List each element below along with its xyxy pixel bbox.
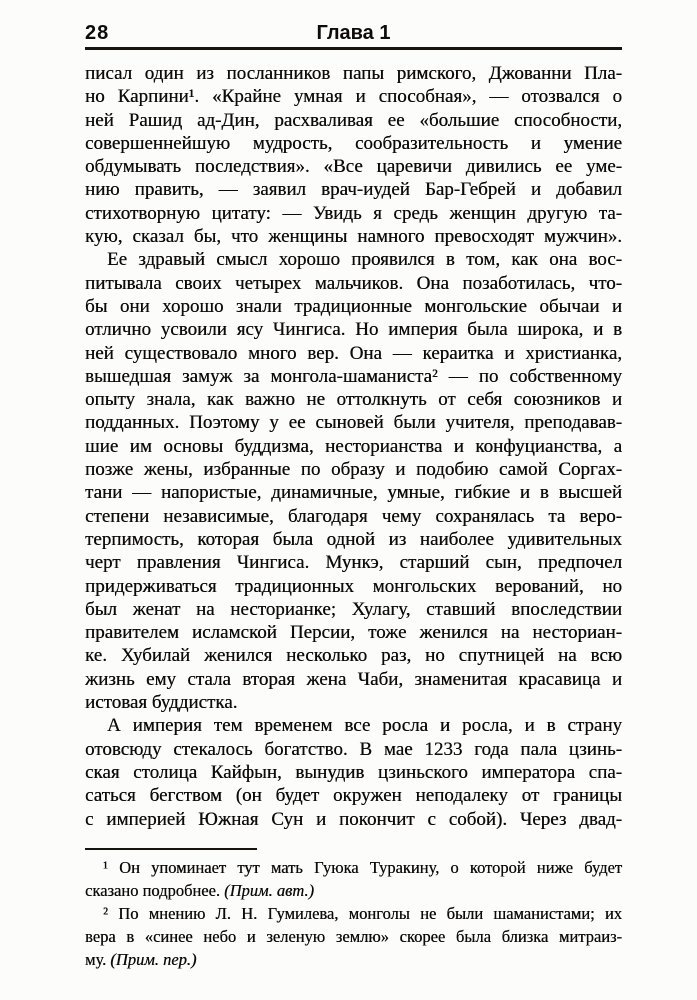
text-line: [85, 598, 622, 621]
text-line: [85, 365, 622, 388]
text-segment: сказано подробнее.: [85, 881, 225, 900]
text-segment: ¹ Он упоминает тут мать Гуюка Туракину, о которой ниже будет: [103, 858, 622, 877]
text-segment: позже жены, избранные по образу и подобию самой Соргах-: [85, 459, 622, 481]
text-line: [85, 225, 622, 248]
note-attribution-label: (Прим. пер.): [110, 950, 197, 969]
text-segment: нию править, — заявил врач-иудей Бар-Гебрей и добавил: [85, 179, 622, 201]
text-segment: ке. Хубилай женился несколько раз, но спутницей на всю: [85, 645, 622, 667]
text-line: [85, 458, 622, 481]
text-line: [85, 575, 622, 598]
text-line: [85, 925, 622, 948]
text-line: [85, 738, 622, 761]
text-segment: ская столица Кайфын, вынудив цзиньского императора спа-: [85, 761, 622, 783]
text-line: [85, 411, 622, 434]
text-segment: отовсюду стекалось богатство. В мае 1233 года пала цзинь-: [85, 738, 622, 760]
text-line: [85, 481, 622, 504]
text-segment: придерживаться традиционных монгольских верований, но: [85, 575, 622, 597]
text-segment: степени независимые, благодаря чему сохранялась та веро-: [85, 505, 622, 527]
text-segment: кую, сказал бы, что женщины намного превосходят мужчин».: [85, 226, 622, 248]
text-line: [85, 761, 622, 784]
text-line: [85, 62, 622, 85]
text-segment: ней Рашид ад-Дин, расхваливая ее «большие способности,: [85, 109, 622, 131]
text-line: [85, 528, 622, 551]
text-segment: отлично усвоили ясу Чингиса. Но империя была широка, и в: [85, 319, 622, 341]
text-segment: подданных. Поэтому у ее сыновей были учителя, преподавав-: [85, 412, 622, 434]
text-segment: жизнь ему стала вторая жена Чаби, знаменитая красавица и: [85, 668, 622, 690]
text-line: [85, 85, 622, 108]
text-line: [85, 948, 622, 971]
page-header: [85, 21, 622, 47]
footnote-separator: [85, 848, 257, 850]
text-line: [85, 621, 622, 644]
text-line: [85, 902, 622, 925]
text-line: [85, 109, 622, 132]
text-line: [85, 668, 622, 691]
chapter-title: Глава 1: [316, 22, 391, 44]
text-line: [85, 342, 622, 365]
text-segment: А империя тем временем все росла и росла, и в страну: [107, 715, 622, 737]
header-rule: [85, 47, 622, 50]
text-segment: черт правления Чингиса. Мункэ, старший сын, предпочел: [85, 552, 622, 574]
text-segment: обдумывать последствия». «Все царевичи дивились ее уме-: [85, 156, 622, 178]
text-line: [85, 388, 622, 411]
text-line: [85, 318, 622, 341]
text-segment: бы они хорошо знали традиционные монгольские обычаи и: [85, 295, 622, 317]
text-line: [85, 879, 622, 902]
text-segment: вышедшая замуж за монгола-шаманиста² — по собственному: [85, 365, 622, 387]
text-line: [85, 435, 622, 458]
text-line: [85, 505, 622, 528]
paragraph: [85, 62, 622, 248]
footnotes-section: [85, 848, 622, 971]
body-text: [85, 62, 622, 831]
text-line: [85, 551, 622, 574]
footnote: [85, 902, 622, 971]
text-line: [85, 295, 622, 318]
text-line: [85, 856, 622, 879]
text-segment: писал один из посланников папы римского, Джованни Пла-: [85, 63, 622, 84]
text-segment: ней существовало много вер. Она — кераитка и христианка,: [85, 342, 622, 364]
text-segment: но Карпини¹. «Крайне умная и способная», — отозвался о: [85, 86, 622, 108]
text-segment: опыту знала, как важно не оттолкнуть от себя союзников и: [85, 389, 622, 411]
text-line: [85, 714, 622, 737]
text-segment: питывала своих четырех мальчиков. Она позаботилась, что-: [85, 272, 622, 294]
text-segment: правителем исламской Персии, тоже женился на несториан-: [85, 622, 622, 644]
text-line: [85, 808, 622, 831]
footnote: [85, 856, 622, 902]
text-segment: тани — напористые, динамичные, умные, гибкие и в высшей: [85, 482, 622, 504]
text-segment: шие им основы буддизма, несторианства и конфуцианства, а: [85, 435, 622, 457]
text-line: [85, 272, 622, 295]
text-segment: ² По мнению Л. Н. Гумилева, монголы не были шаманистами; их: [103, 904, 622, 923]
text-segment: истовая буддистка.: [85, 692, 238, 714]
text-segment: совершеннейшую мудрость, сообразительность и умение: [85, 132, 622, 154]
text-segment: Ее здравый смысл хорошо проявился в том, как она вос-: [107, 249, 622, 271]
paragraph: [85, 714, 622, 830]
text-segment: саться бегством (он будет окружен неподалеку от границы: [85, 785, 622, 807]
note-attribution-label: (Прим. авт.): [224, 881, 314, 900]
footnote-text: [85, 856, 622, 971]
text-line: [85, 132, 622, 155]
text-line: [85, 178, 622, 201]
text-line: [85, 248, 622, 271]
text-line: [85, 155, 622, 178]
text-line: [85, 691, 622, 714]
text-line: [85, 202, 622, 225]
text-segment: терпимость, которая была одной из наиболее удивительных: [85, 528, 622, 550]
paragraph: [85, 248, 622, 714]
text-segment: вера в «синее небо и зеленую землю» скорее была близка митраиз-: [85, 927, 622, 946]
text-line: [85, 644, 622, 667]
text-segment: был женат на несторианке; Хулагу, ставший впоследствии: [85, 598, 622, 620]
text-line: [85, 784, 622, 807]
text-segment: с империей Южная Сун и покончит с собой). Через двад-: [85, 808, 622, 830]
page-number: 28: [85, 22, 110, 44]
text-segment: стихотворную цитату: — Увидь я средь женщин другую та-: [85, 202, 622, 224]
text-segment: му.: [85, 950, 111, 969]
